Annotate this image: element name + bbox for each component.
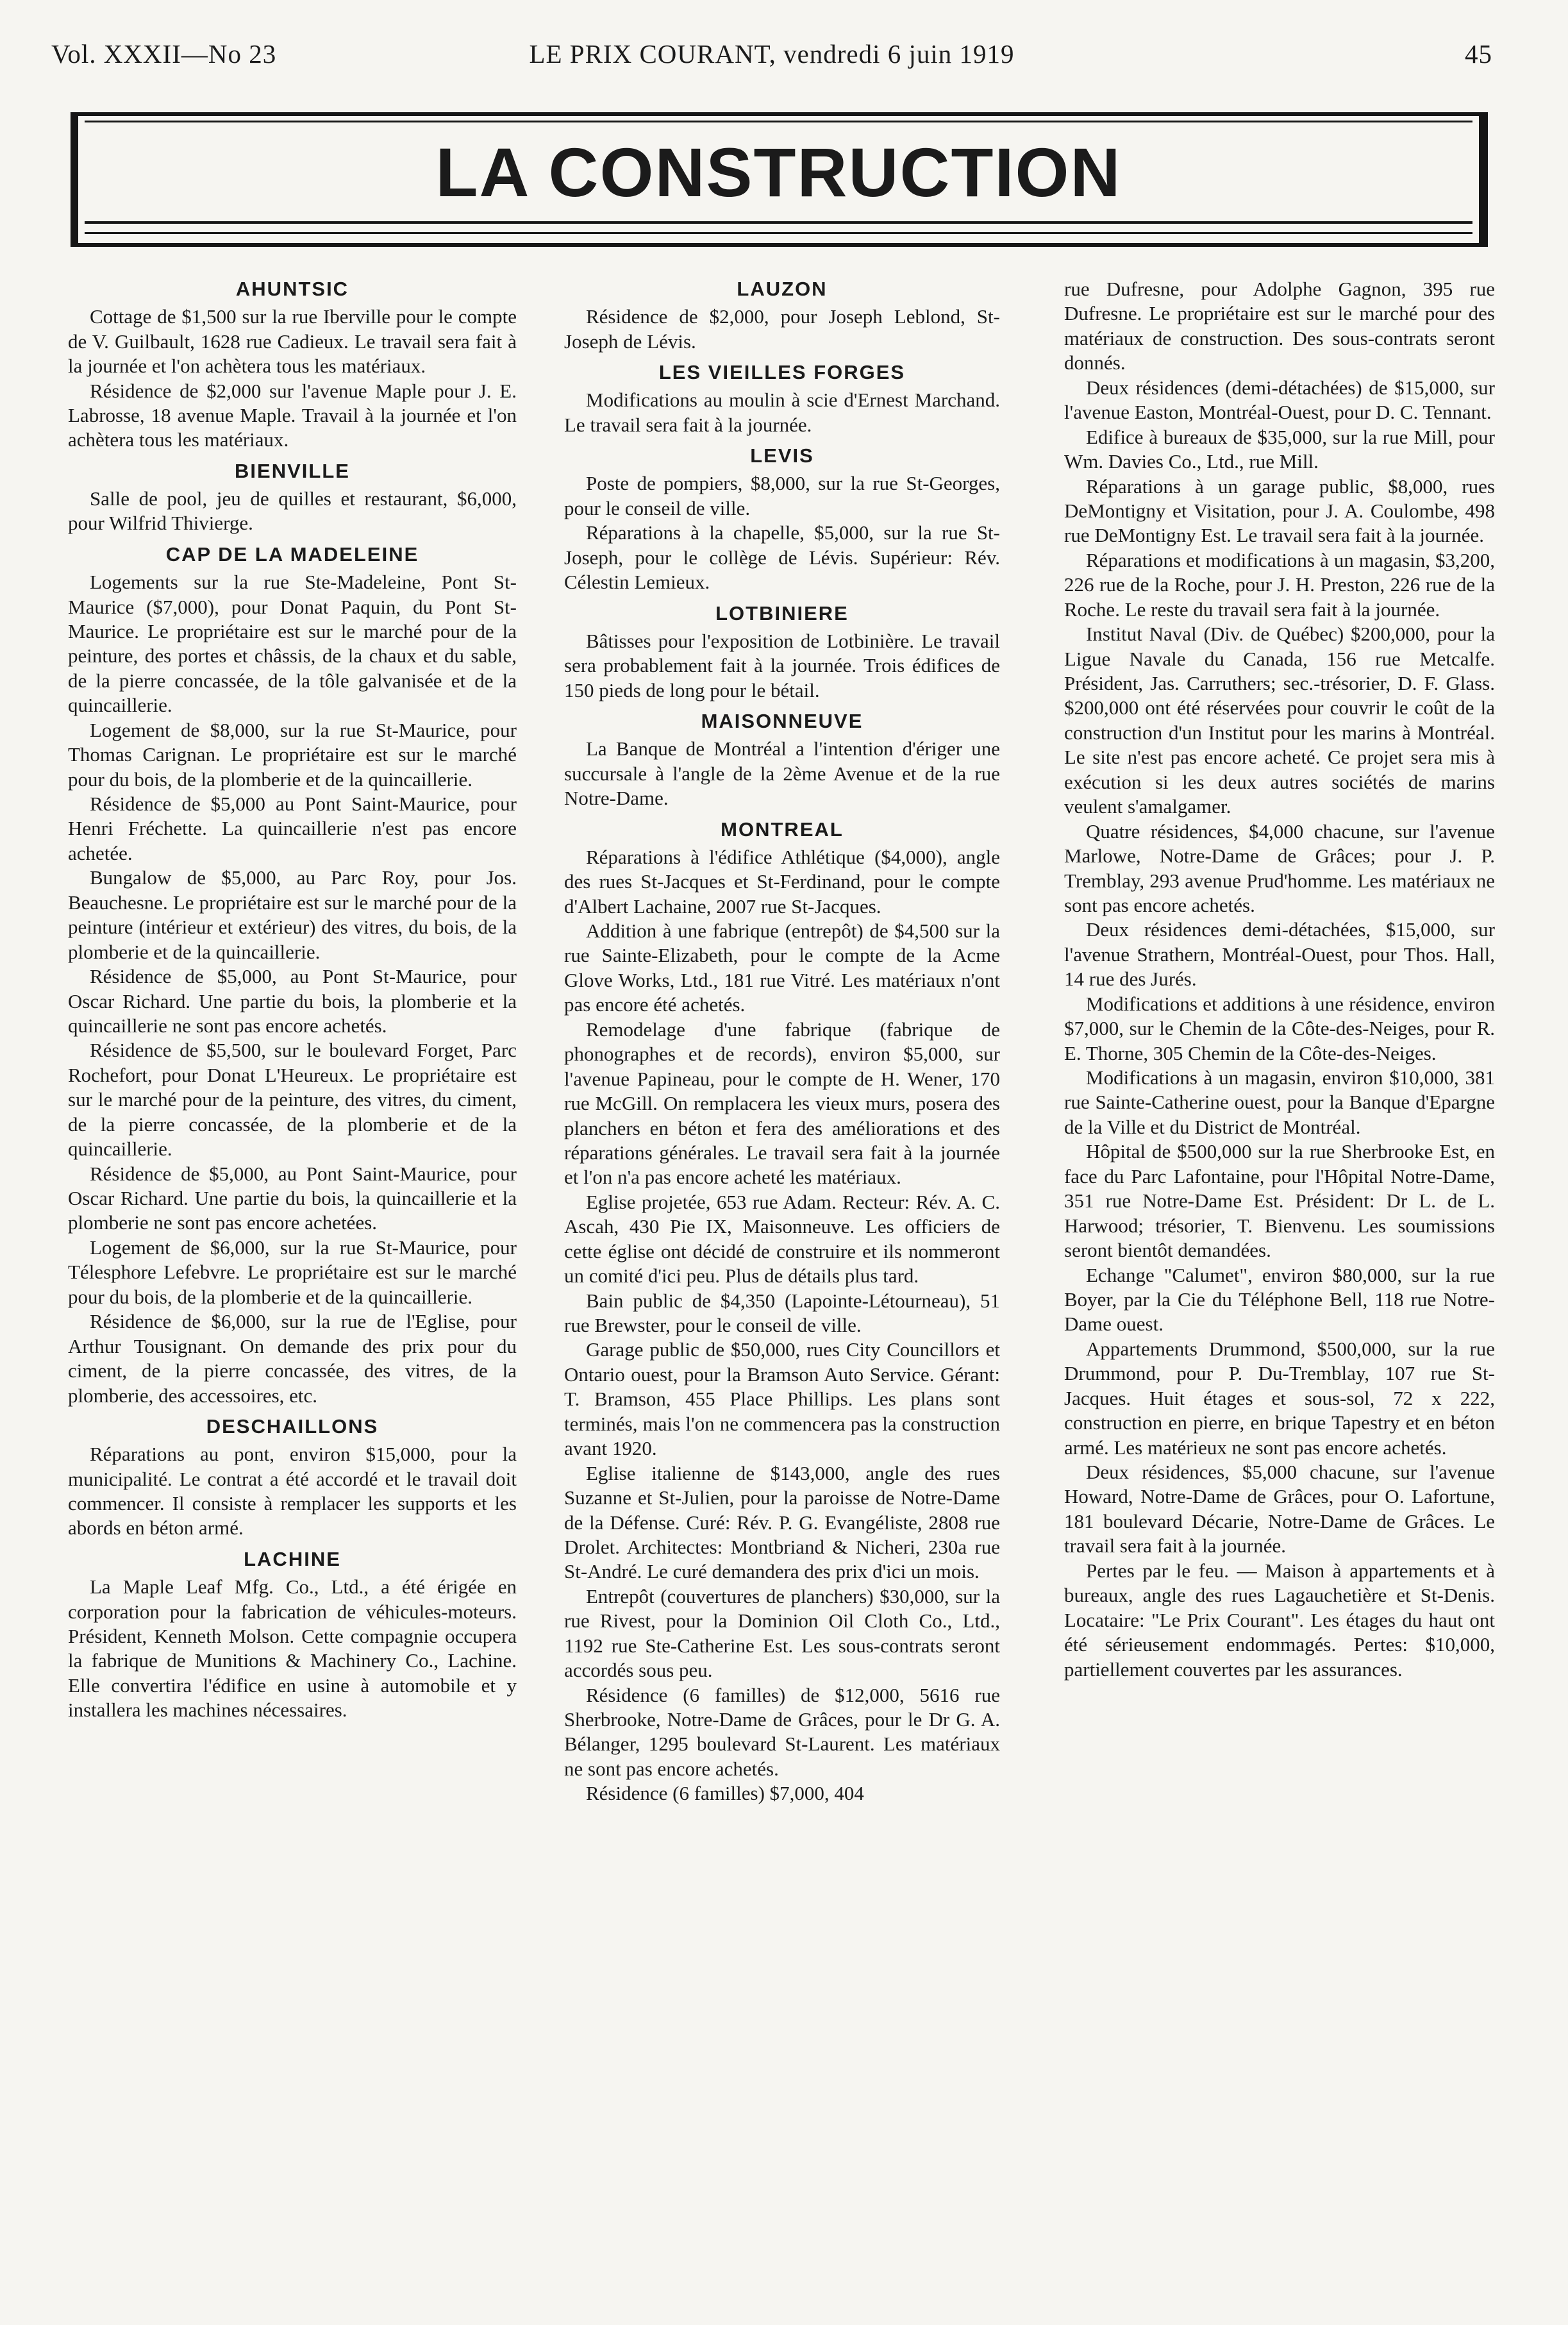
listing-paragraph: Résidence de $5,000, au Pont St-Maurice, pour Oscar Richard. Une partie du bois, la plomberie et la quincaillerie ne sont pas encore achetés. xyxy=(68,965,517,1037)
listing-paragraph: Poste de pompiers, $8,000, sur la rue St-Georges, pour le conseil de ville. xyxy=(564,472,1000,519)
listing-paragraph: Bain public de $4,350 (Lapointe-Létourneau), 51 rue Brewster, pour le conseil de ville. xyxy=(564,1289,1000,1336)
listing-paragraph: Résidence de $6,000, sur la rue de l'Eglise, pour Arthur Tousignant. On demande des prix pour du ciment, de la pierre concassée, des vitres, de la plomberie, des accessoires, etc. xyxy=(68,1310,517,1407)
listing-paragraph: Bâtisses pour l'exposition de Lotbinière. Le travail sera probablement fait à la journée. Trois édifices de 150 pieds de long pour le bétail. xyxy=(564,629,1000,701)
listing-paragraph: Entrepôt (couvertures de planchers) $30,000, sur la rue Rivest, pour la Dominion Oil Cloth Co., Ltd., 1192 rue Ste-Catherine Est. Les sous-contrats seront accordés sous peu. xyxy=(564,1584,1000,1682)
locality-heading: AHUNTSIC xyxy=(235,278,349,300)
locality-heading: MONTREAL xyxy=(721,818,844,841)
column-1 xyxy=(68,277,517,2284)
locality-heading: LOTBINIERE xyxy=(715,601,849,625)
listing-paragraph: Deux résidences, $5,000 chacune, sur l'avenue Howard, Notre-Dame de Grâces, pour O. Lafortune, 181 boulevard Décarie, Notre-Dame de Grâces. Le travail sera fait à la journée. xyxy=(1064,1461,1495,1557)
listing-paragraph: Réparations et modifications à un magasin, $3,200, 226 rue de la Roche, pour J. H. Preston, 226 rue de la Roche. Le reste du travail sera fait à la journée. xyxy=(1064,548,1495,621)
listing-paragraph: Eglise italienne de $143,000, angle des rues Suzanne et St-Julien, pour la paroisse de Notre-Dame de la Défense. Curé: Rév. P. G. Evangéliste, 2808 rue Drolet. Architectes: Montbriand & Nicheri, 230a rue St-André. Le curé demandera des prix d'ici un mois. xyxy=(564,1461,1000,1583)
listing-paragraph: Résidence de $2,000, pour Joseph Leblond, St-Joseph de Lévis. xyxy=(564,305,1000,353)
listing-paragraph: Réparations au pont, environ $15,000, pour la municipalité. Le contrat a été accordé et le travail doit commencer. Il consiste à remplacer les supports et les abords en béton armé. xyxy=(68,1443,517,1540)
banner-bottom-rule xyxy=(85,221,1472,224)
listing-paragraph: Résidence de $5,500, sur le boulevard Forget, Parc Rochefort, pour Donat L'Heureux. Le propriétaire est sur le marché pour de la peinture, des vitres, du ciment, de la pierre concassée, de la plomberie et de la quincaillerie. xyxy=(68,1039,517,1161)
locality-heading: MAISONNEUVE xyxy=(701,710,863,732)
listing-paragraph: Logement de $6,000, sur la rue St-Maurice, pour Télesphore Lefebvre. Le propriétaire est sur le marché pour du bois, de la plomberie et de la quincaillerie. xyxy=(68,1236,517,1308)
listing-paragraph: Réparations à la chapelle, $5,000, sur la rue St-Joseph, pour le collège de Lévis. Supérieur: Rév. Célestin Lemieux. xyxy=(564,521,1000,594)
page-header xyxy=(51,33,1492,85)
listing-paragraph: Institut Naval (Div. de Québec) $200,000, pour la Ligue Navale du Canada, 156 rue Metcalfe. Président, Jas. Carruthers; sec.-trésorier, D. F. Glass. $200,000 ont été réservées pour couvrir le coût de la construction d'un Institut pour les marins à Montréal. Le site n'est pas encore acheté. Ce projet sera mis à exécution si les deux autres sociétés de marins veulent s'amalgamer. xyxy=(1064,623,1495,818)
locality-heading: LACHINE xyxy=(244,1547,341,1570)
listing-paragraph: Bungalow de $5,000, au Parc Roy, pour Jos. Beauchesne. Le propriétaire est sur le marché pour de la peinture (intérieur et extérieur) des vitres, du bois, de la plomberie et de la quincaillerie. xyxy=(68,866,517,963)
listing-paragraph: Deux résidences demi-détachées, $15,000, sur l'avenue Strathern, Montréal-Ouest, pour Thos. Hall, 14 rue des Jurés. xyxy=(1064,918,1495,991)
section-banner xyxy=(71,112,1488,247)
column-3 xyxy=(1064,277,1495,2284)
listing-paragraph: Hôpital de $500,000 sur la rue Sherbrooke Est, en face du Parc Lafontaine, pour l'Hôpital Notre-Dame, 351 rue Notre-Dame Est. Président: Dr L. de L. Harwood; trésorier, T. Bienvenu. Les soumissions seront bientôt demandées. xyxy=(1064,1140,1495,1262)
banner-bottom-rule-inner xyxy=(85,232,1472,234)
column-2 xyxy=(564,277,1000,2284)
listing-paragraph: Edifice à bureaux de $35,000, sur la rue Mill, pour Wm. Davies Co., Ltd., rue Mill. xyxy=(1064,425,1495,473)
listing-paragraph: Cottage de $1,500 sur la rue Iberville pour le compte de V. Guilbault, 1628 rue Cadieux. Le travail sera fait à la journée et l'on achètera tous les matériaux. xyxy=(68,305,517,378)
listing-paragraph: Deux résidences (demi-détachées) de $15,000, sur l'avenue Easton, Montréal-Ouest, pour D. C. Tennant. xyxy=(1064,376,1495,424)
listing-paragraph: Résidence (6 familles) $7,000, 404 xyxy=(586,1782,864,1805)
listing-paragraph: Résidence (6 familles) de $12,000, 5616 rue Sherbrooke, Notre-Dame de Grâces, pour le Dr G. A. Bélanger, 1295 boulevard St-Laurent. Les matériaux ne sont pas encore achetés. xyxy=(564,1683,1000,1780)
locality-heading: LES VIEILLES FORGES xyxy=(658,361,906,384)
listing-paragraph: rue Dufresne, pour Adolphe Gagnon, 395 rue Dufresne. Le propriétaire est sur le marché pour des matériaux de construction. Des sous-contrats seront donnés. xyxy=(1064,278,1495,374)
listing-paragraph: Modifications et additions à une résidence, environ $7,000, sur le Chemin de la Côte-des-Neiges, pour R. E. Thorne, 305 Chemin de la Côte-des-Neiges. xyxy=(1064,992,1495,1064)
listing-paragraph: Réparations à l'édifice Athlétique ($4,000), angle des rues St-Jacques et St-Ferdinand, pour le compte d'Albert Lachaine, 2007 rue St-Jacques. xyxy=(564,845,1000,918)
locality-heading: CAP DE LA MADELEINE xyxy=(165,542,419,566)
listing-paragraph: Garage public de $50,000, rues City Councillors et Ontario ouest, pour la Bramson Auto Service. Gérant: T. Bramson, 455 Place Phillips. Les plans sont terminés, mais l'on ne commencera pas la construction avant 1920. xyxy=(564,1338,1000,1460)
listing-paragraph: Logement de $8,000, sur la rue St-Maurice, pour Thomas Carignan. Le propriétaire est sur le marché pour du bois, de la plomberie et de la quincaillerie. xyxy=(68,718,517,791)
listing-paragraph: Salle de pool, jeu de quilles et restaurant, $6,000, pour Wilfrid Thivierge. xyxy=(68,487,517,535)
listing-paragraph: Logements sur la rue Ste-Madeleine, Pont St-Maurice ($7,000), pour Donat Paquin, du Pont St-Maurice. Le propriétaire est sur le marché pour de la peinture, des portes et châssis, de la chaux et du sable, de la pierre concassée, de la tôle galvanisée et de la quincaillerie. xyxy=(68,571,517,717)
listing-paragraph: Réparations à un garage public, $8,000, rues DeMontigny et Visitation, pour J. A. Coulombe, 498 rue DeMontigny Est. Le travail sera fait à la journée. xyxy=(1064,474,1495,547)
listing-paragraph: Modifications à un magasin, environ $10,000, 381 rue Sainte-Catherine ouest, pour la Banque d'Epargne de la Ville et du District de Montréal. xyxy=(1064,1066,1495,1138)
section-title: LA CONSTRUCTION xyxy=(435,133,1122,211)
listing-paragraph: Résidence de $2,000 sur l'avenue Maple pour J. E. Labrosse, 18 avenue Maple. Travail à la journée et l'on achètera tous les matériaux. xyxy=(68,379,517,451)
banner-top-rule xyxy=(85,121,1472,122)
page-number: 45 xyxy=(1465,39,1492,69)
listing-paragraph: Résidence de $5,000 au Pont Saint-Maurice, pour Henri Fréchette. La quincaillerie n'est pas encore achetée. xyxy=(68,793,517,864)
volume-number: Vol. XXXII—No 23 xyxy=(51,39,277,69)
listing-paragraph: La Banque de Montréal a l'intention d'ériger une succursale à l'angle de la 2ème Avenue et de la rue Notre-Dame. xyxy=(564,737,1000,810)
listing-paragraph: Appartements Drummond, $500,000, sur la rue Drummond, pour P. Du-Tremblay, 107 rue St-Jacques. Huit étages et sous-sol, 72 x 222, construction en pierre, en brique Tapestry et en béton armé. Les matérieux ne sont pas encore achetés. xyxy=(1064,1337,1495,1459)
listing-paragraph: La Maple Leaf Mfg. Co., Ltd., a été érigée en corporation pour la fabrication de véhicules-moteurs. Président, Kenneth Molson. Cette compagnie occupera la fabrique de Munitions & Machinery Co., Lachine. Elle convertira l'édifice en usine à automobile et y installera les machines nécessaires. xyxy=(68,1575,517,1722)
locality-heading: DESCHAILLONS xyxy=(206,1414,379,1438)
listing-paragraph: Modifications au moulin à scie d'Ernest Marchand. Le travail sera fait à la journée. xyxy=(564,389,1000,436)
listing-paragraph: Eglise projetée, 653 rue Adam. Recteur: Rév. A. C. Ascah, 430 Pie IX, Maisonneuve. Les officiers de cette église ont décidé de construire et ils nommeront un comité d'ici peu. Plus de détails plus tard. xyxy=(564,1190,1000,1288)
locality-heading: BIENVILLE xyxy=(235,459,350,482)
listing-paragraph: Pertes par le feu. — Maison à appartements et à bureaux, angle des rues Lagauchetière et St-Denis. Locataire: "Le Prix Courant". Les étages du haut ont été sérieusement endommagés. Pertes: $10,000, partiellement couvertes par les assurances. xyxy=(1064,1559,1495,1681)
listing-paragraph: Addition à une fabrique (entrepôt) de $4,500 sur la rue Sainte-Elizabeth, pour le compte de la Acme Glove Works, Ltd., 181 rue Vitré. Les matériaux n'ont pas encore été achetés. xyxy=(564,919,1000,1016)
locality-heading: LAUZON xyxy=(737,278,828,300)
listing-paragraph: Echange "Calumet", environ $80,000, sur la rue Boyer, par la Cie du Téléphone Bell, 118 rue Notre-Dame ouest. xyxy=(1064,1263,1495,1336)
listing-paragraph: Quatre résidences, $4,000 chacune, sur l'avenue Marlowe, Notre-Dame de Grâces; pour J. P. Tremblay, 293 avenue Prud'homme. Les matériaux ne sont pas encore achetés. xyxy=(1064,819,1495,916)
publication-title: LE PRIX COURANT, vendredi 6 juin 1919 xyxy=(529,39,1015,69)
listing-paragraph: Résidence de $5,000, au Pont Saint-Maurice, pour Oscar Richard. Une partie du bois, la quincaillerie et la plomberie ne sont pas encore achetées. xyxy=(68,1162,517,1234)
listing-paragraph: Remodelage d'une fabrique (fabrique de phonographes et de records), environ $5,000, sur l'avenue Papineau, pour le compte de H. Wener, 170 rue McGill. On remplacera les vieux murs, posera des planchers en béton et fera des améliorations et des réparations générales. Le travail sera fait à la journée et l'on n'a pas encore acheté les matériaux. xyxy=(564,1018,1000,1189)
locality-heading: LEVIS xyxy=(750,444,814,467)
